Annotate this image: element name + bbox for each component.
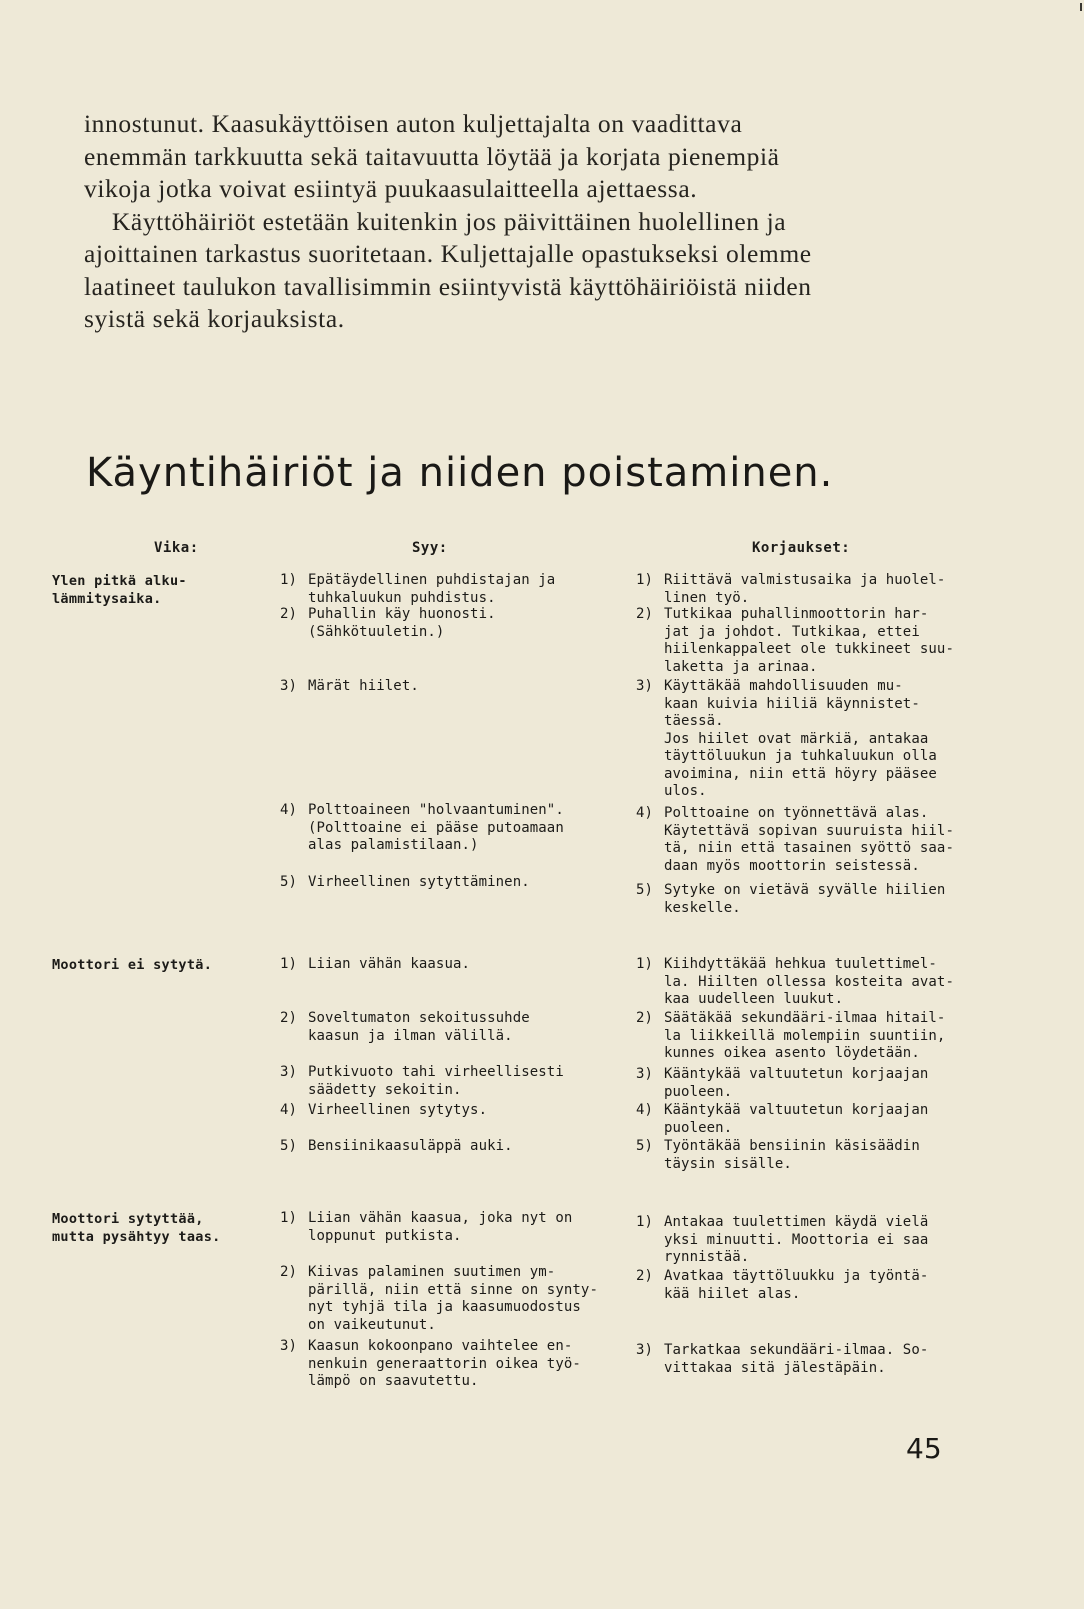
cause-text: Puhallin käy huonosti. (Sähkötuuletin.) — [308, 606, 496, 640]
cause-number: 2) — [280, 606, 298, 622]
cause-text: Kaasun kokoonpano vaihtelee en- nenkuin generaattorin oikea työ- lämpö on saavutettu. — [308, 1338, 581, 1389]
intro-paragraph — [84, 108, 944, 336]
cause-number: 3) — [280, 678, 298, 694]
correction-number: 2) — [636, 606, 654, 622]
cause-text: Bensiinikaasuläppä auki. — [308, 1138, 513, 1154]
correction-number: 1) — [636, 1214, 654, 1230]
correction-number: 3) — [636, 1342, 654, 1358]
section-heading: Käyntihäiriöt ja niiden poistaminen. — [86, 450, 834, 496]
cause-number: 3) — [280, 1338, 298, 1354]
fault-label: Ylen pitkä alku- lämmitysaika. — [52, 573, 187, 607]
correction-number: 3) — [636, 678, 654, 694]
cause-text: Märät hiilet. — [308, 678, 419, 694]
correction-number: 1) — [636, 956, 654, 972]
intro-line: enemmän tarkkuutta sekä taitavuutta löytää ja korjata pienempiä — [84, 141, 780, 171]
cause-text: Kiivas palaminen suutimen ym- pärillä, niin että sinne on synty- nyt tyhjä tila ja kaasumuodostus on vaikeutunut. — [308, 1264, 598, 1333]
correction-text: Avatkaa täyttöluukku ja työntä- kää hiilet alas. — [664, 1268, 929, 1302]
column-header-syy: Syy: — [412, 540, 448, 556]
cause-text: Liian vähän kaasua, joka nyt on loppunut putkista. — [308, 1210, 573, 1244]
correction-number: 2) — [636, 1268, 654, 1284]
page-number: 45 — [906, 1432, 942, 1465]
cause-number: 2) — [280, 1264, 298, 1280]
cause-text: Polttoaineen "holvaantuminen". (Polttoaine ei pääse putoamaan alas palamistilaan.) — [308, 802, 564, 853]
correction-text: Tutkikaa puhallinmoottorin har- jat ja johdot. Tutkikaa, ettei hiilenkappaleet ole tukkineet suu- laketta ja arinaa. — [664, 606, 954, 675]
correction-number: 3) — [636, 1066, 654, 1082]
cause-number: 5) — [280, 874, 298, 890]
correction-number: 5) — [636, 882, 654, 898]
cause-text: Putkivuoto tahi virheellisesti säädetty sekoitin. — [308, 1064, 564, 1098]
cause-text: Virheellinen sytytys. — [308, 1102, 488, 1118]
cause-text: Virheellinen sytyttäminen. — [308, 874, 530, 890]
correction-text: Työntäkää bensiinin käsisäädin täysin sisälle. — [664, 1138, 920, 1172]
correction-text: Kiihdyttäkää hehkua tuulettimel- la. Hiilten ollessa kosteita avat- kaa uudelleen luukut. — [664, 956, 954, 1007]
correction-text: Polttoaine on työnnettävä alas. Käytettävä sopivan suuruista hiil- tä, niin että tasainen syöttö saa- daan myös moottorin seistessä. — [664, 805, 954, 874]
correction-number: 5) — [636, 1138, 654, 1154]
cause-text: Soveltumaton sekoitussuhde kaasun ja ilman välillä. — [308, 1010, 530, 1044]
cause-number: 1) — [280, 572, 298, 588]
cause-text: Liian vähän kaasua. — [308, 956, 471, 972]
intro-line: syistä sekä korjauksista. — [84, 304, 345, 333]
cause-text: Epätäydellinen puhdistajan ja tuhkaluukun puhdistus. — [308, 572, 556, 606]
correction-number: 4) — [636, 805, 654, 821]
fault-label: Moottori ei sytytä. — [52, 957, 213, 973]
intro-line: vikoja jotka voivat esiintyä puukaasulaitteella ajettaessa. — [84, 174, 698, 203]
cause-number: 4) — [280, 802, 298, 818]
cause-number: 1) — [280, 1210, 298, 1226]
intro-line: ajoittainen tarkastus suoritetaan. Kuljettajalle opastukseksi olemme — [84, 239, 812, 268]
cause-number: 1) — [280, 956, 298, 972]
column-header-korjaukset: Korjaukset: — [752, 540, 851, 556]
intro-line: Käyttöhäiriöt estetään kuitenkin jos päivittäinen huolellinen ja — [84, 206, 787, 236]
correction-text: Antakaa tuulettimen käydä vielä yksi minuutti. Moottoria ei saa rynnistää. — [664, 1214, 929, 1265]
correction-number: 4) — [636, 1102, 654, 1118]
correction-text: Kääntykää valtuutetun korjaajan puoleen. — [664, 1066, 929, 1100]
scan-mark — [1080, 3, 1082, 11]
correction-text: Sytyke on vietävä syvälle hiilien keskelle. — [664, 882, 946, 916]
correction-number: 1) — [636, 572, 654, 588]
correction-text: Käyttäkää mahdollisuuden mu- kaan kuivia hiiliä käynnistet- täessä. Jos hiilet ovat märkiä, antakaa täyttöluukun ja tuhkaluukun olla avoimina, niin että höyry pääsee ulos. — [664, 678, 937, 799]
intro-line: laatineet taulukon tavallisimmin esiintyvistä käyttöhäiriöistä niiden — [84, 271, 812, 301]
correction-text: Tarkatkaa sekundääri-ilmaa. So- vittakaa sitä jälestäpäin. — [664, 1342, 929, 1376]
correction-text: Riittävä valmistusaika ja huolel- linen työ. — [664, 572, 946, 606]
column-header-vika: Vika: — [154, 540, 199, 556]
intro-line: innostunut. Kaasukäyttöisen auton kuljettajalta on vaadittava — [84, 109, 743, 138]
correction-text: Kääntykää valtuutetun korjaajan puoleen. — [664, 1102, 929, 1136]
cause-number: 5) — [280, 1138, 298, 1154]
correction-number: 2) — [636, 1010, 654, 1026]
cause-number: 4) — [280, 1102, 298, 1118]
cause-number: 2) — [280, 1010, 298, 1026]
correction-text: Säätäkää sekundääri-ilmaa hitail- la liikkeillä molempiin suuntiin, kunnes oikea asento löydetään. — [664, 1010, 946, 1061]
fault-label: Moottori sytyttää, mutta pysähtyy taas. — [52, 1211, 221, 1245]
cause-number: 3) — [280, 1064, 298, 1080]
